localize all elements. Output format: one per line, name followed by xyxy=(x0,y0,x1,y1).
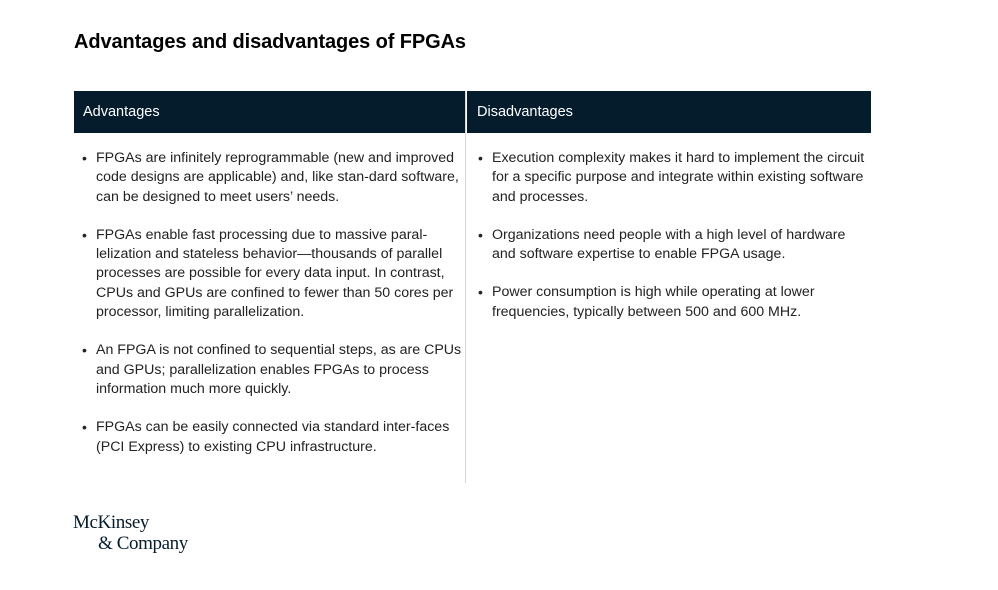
logo-line-2: & Company xyxy=(98,533,188,554)
comparison-table xyxy=(74,91,871,483)
advantages-header: Advantages xyxy=(74,91,465,133)
disadvantages-list xyxy=(478,149,871,341)
disadvantage-text: Execution complexity makes it hard to implement the circuit for a specific purpose and integrate within existing software and processes. xyxy=(492,150,865,205)
bullet-icon: • xyxy=(82,150,87,166)
disadvantage-text: Power consumption is high while operating at lower frequencies, typically between 500 and 600 MHz. xyxy=(492,284,815,320)
advantage-item xyxy=(82,149,466,207)
advantages-list xyxy=(82,149,466,476)
bullet-icon: • xyxy=(478,226,483,243)
logo-line-1: McKinsey xyxy=(73,512,149,533)
disadvantages-header: Disadvantages xyxy=(467,91,871,133)
disadvantage-item xyxy=(478,149,871,207)
disadvantage-text: Organizations need people with a high level of hardware and software expertise to enable FPGA usage. xyxy=(492,226,846,263)
advantage-item xyxy=(82,341,466,399)
bullet-icon: • xyxy=(82,226,87,243)
advantage-text: An FPGA is not confined to sequential steps, as are CPUs and GPUs; parallelization enables FPGAs to process information much more quickly. xyxy=(96,342,462,397)
advantage-text: FPGAs are infinitely reprogrammable (new and improved code designs are applicable) and, like stan-dard software, can be designed to meet users’ needs. xyxy=(96,150,459,205)
advantage-text: FPGAs enable fast processing due to massive paral-lelization and stateless behavior—thousands of parallel processes are possible for every data input. In contrast, CPUs and GPUs are confined to fewer than 50 cores per processor, limiting parallelization. xyxy=(96,226,454,321)
bullet-icon: • xyxy=(82,342,87,359)
disadvantage-item xyxy=(478,283,871,322)
advantage-text: FPGAs can be easily connected via standard inter-faces (PCI Express) to existing CPU infrastructure. xyxy=(96,419,450,455)
mckinsey-logo xyxy=(73,512,188,554)
disadvantages-column xyxy=(467,91,871,483)
advantage-item xyxy=(82,226,466,322)
column-divider xyxy=(465,91,466,483)
advantages-column xyxy=(74,91,465,483)
advantage-item xyxy=(82,418,466,457)
bullet-icon: • xyxy=(478,150,483,166)
disadvantage-item xyxy=(478,226,871,265)
bullet-icon: • xyxy=(82,419,87,436)
page-title: Advantages and disadvantages of FPGAs xyxy=(74,31,466,53)
bullet-icon: • xyxy=(478,284,483,301)
